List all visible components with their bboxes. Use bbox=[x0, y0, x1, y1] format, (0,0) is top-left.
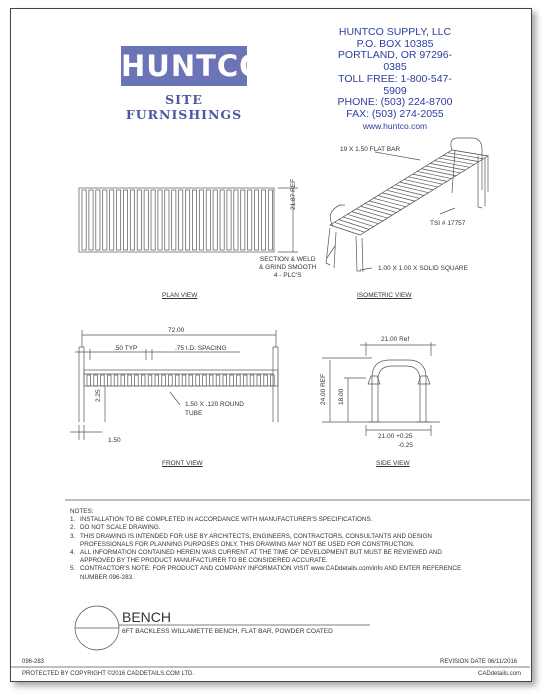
side-view-label: SIDE VIEW bbox=[376, 460, 410, 467]
side-seat-dimension: 18.00 bbox=[338, 388, 345, 405]
plan-slat bbox=[268, 190, 272, 250]
company-po-box: P.O. BOX 10385 bbox=[356, 37, 434, 50]
notes-list bbox=[70, 516, 470, 582]
iso-slat bbox=[334, 222, 364, 232]
iso-slat bbox=[395, 185, 428, 193]
iso-slat bbox=[400, 182, 433, 190]
drawing-description: 6FT BACKLESS WILLAMETTE BENCH, FLAT BAR, POWDER COATED bbox=[122, 628, 333, 635]
overall-length-dimension: 72.00 bbox=[168, 327, 185, 334]
plan-slat bbox=[110, 190, 114, 250]
note-number: 1. bbox=[70, 516, 76, 524]
front-slat bbox=[107, 375, 111, 386]
plan-slat bbox=[248, 190, 252, 250]
iso-slat bbox=[378, 196, 410, 204]
plan-slat bbox=[179, 190, 183, 250]
plan-slat bbox=[192, 190, 196, 250]
front-slat bbox=[121, 375, 125, 386]
plan-slat bbox=[82, 190, 86, 250]
plan-slats bbox=[82, 190, 273, 250]
note-text: ALL INFORMATION CONTAINED HEREIN WAS CURRENT AT THE TIME OF DEVELOPMENT BUT MUST BE REVIEWED AND APPROVED BY THE PRODUCT MANUFACTURER TO BE CONSIDERED ACCURATE. bbox=[80, 549, 442, 565]
note-text: THIS DRAWING IS INTENDED FOR USE BY ARCHITECTS, ENGINEERS, CONTRACTORS, CONSULTANTS AND DESIGN PROFESSIONALS FOR PLANNING PURPOSES ONLY. THIS DRAWING MAY NOT BE USED FOR CONSTRUCTION. bbox=[80, 532, 432, 548]
note-number: 5. bbox=[70, 565, 76, 573]
weld-note-line2: & GRIND SMOOTH bbox=[259, 264, 317, 271]
logo-wordmark: HUNTCO bbox=[121, 49, 265, 83]
weld-note-line3: 4 - PLC'S bbox=[273, 272, 302, 279]
front-slat bbox=[250, 375, 254, 386]
notes-heading: NOTES: bbox=[70, 508, 94, 515]
plan-slat bbox=[96, 190, 100, 250]
iso-slat bbox=[382, 193, 415, 201]
slat-typ-dimension: .50 TYP bbox=[114, 345, 138, 352]
plan-slat bbox=[158, 190, 162, 250]
plan-slat bbox=[151, 190, 155, 250]
iso-slat bbox=[347, 214, 378, 223]
plan-slat bbox=[213, 190, 217, 250]
note-text: INSTALLATION TO BE COMPLETED IN ACCORDANCE WITH MANUFACTURER'S SPECIFICATIONS. bbox=[80, 516, 373, 524]
front-slat bbox=[264, 375, 268, 386]
front-slat bbox=[216, 375, 220, 386]
note-number: 4. bbox=[70, 549, 76, 557]
front-height-dimension: 2.25 bbox=[95, 389, 102, 402]
front-view-bench bbox=[79, 347, 278, 422]
drawing-title: BENCH bbox=[122, 609, 172, 625]
front-slat bbox=[128, 375, 132, 386]
front-slat bbox=[101, 375, 105, 386]
iso-slat bbox=[430, 163, 465, 170]
plan-slat bbox=[172, 190, 176, 250]
front-slat bbox=[271, 375, 275, 386]
caddetails-link[interactable]: CADdetails.com bbox=[478, 671, 522, 677]
plan-slat bbox=[89, 190, 93, 250]
iso-slat bbox=[339, 220, 369, 230]
plan-slat bbox=[220, 190, 224, 250]
plan-slat bbox=[103, 190, 107, 250]
note-item bbox=[70, 524, 470, 532]
iso-slat bbox=[404, 179, 438, 187]
flat-bar-label: 19 X 1.50 FLAT BAR bbox=[340, 146, 401, 153]
front-slat bbox=[230, 375, 234, 386]
front-slat bbox=[94, 375, 98, 386]
iso-slat bbox=[439, 158, 474, 164]
front-slat bbox=[141, 375, 145, 386]
note-text: CONTRACTOR'S NOTE: FOR PRODUCT AND COMPANY INFORMATION VISIT www.CADdetails.com/info AND ENTER REFERENCE NUMBER 096-283. bbox=[80, 565, 462, 581]
plan-ref-dimension: 21.87 REF bbox=[290, 178, 297, 210]
note-number: 2. bbox=[70, 524, 76, 532]
iso-slat bbox=[374, 198, 406, 207]
iso-slat bbox=[443, 155, 479, 161]
isometric-bench bbox=[326, 138, 488, 272]
plan-slat bbox=[137, 190, 141, 250]
front-slat bbox=[87, 375, 91, 386]
plan-slat bbox=[123, 190, 127, 250]
plan-view-label: PLAN VIEW bbox=[162, 292, 198, 299]
company-website[interactable]: www.huntco.com bbox=[362, 120, 428, 131]
plan-slat bbox=[130, 190, 134, 250]
plan-slat bbox=[144, 190, 148, 250]
plan-slat bbox=[186, 190, 190, 250]
plan-slat bbox=[165, 190, 169, 250]
note-text: DO NOT SCALE DRAWING. bbox=[80, 524, 161, 532]
note-item bbox=[70, 549, 470, 565]
iso-slat bbox=[408, 177, 442, 184]
front-slat bbox=[223, 375, 227, 386]
front-slat bbox=[182, 375, 186, 386]
iso-slat bbox=[369, 201, 401, 210]
isometric-view-label: ISOMETRIC VIEW bbox=[357, 292, 412, 299]
plan-slat bbox=[261, 190, 265, 250]
solid-square-label: 1.00 X 1.00 X SOLID SQUARE bbox=[378, 265, 468, 272]
logo-subtitle: SITE FURNISHINGS bbox=[125, 92, 243, 122]
front-view-label: FRONT VIEW bbox=[162, 460, 203, 467]
plan-slat bbox=[227, 190, 231, 250]
revision-date: REVISION DATE 06/11/2016 bbox=[440, 659, 518, 665]
front-slat bbox=[257, 375, 261, 386]
iso-slat bbox=[417, 171, 451, 178]
iso-slat bbox=[413, 174, 447, 181]
iso-slat bbox=[387, 190, 420, 198]
side-view-bench bbox=[368, 360, 430, 422]
slat-spacing-dimension: .75 I.D. SPACING bbox=[175, 345, 227, 352]
round-tube-label bbox=[185, 400, 244, 418]
plan-slat bbox=[241, 190, 245, 250]
company-tollfree: TOLL FREE: 1-800-547-5909 bbox=[338, 72, 452, 97]
side-width-dimension: 21.00 +0.25 bbox=[378, 433, 413, 440]
iso-slat bbox=[352, 212, 383, 221]
note-item bbox=[70, 533, 470, 549]
foot-dimension: 1.50 bbox=[108, 437, 121, 444]
iso-slat bbox=[435, 161, 470, 168]
tsi-label: TSI # 17757 bbox=[430, 220, 466, 227]
company-city: PORTLAND, OR 97296-0385 bbox=[337, 49, 453, 74]
company-phone: PHONE: (503) 224-8700 bbox=[337, 96, 453, 109]
front-slat bbox=[209, 375, 213, 386]
copyright-notice: PROTECTED BY COPYRIGHT ©2016 CADDETAILS.COM LTD. bbox=[22, 671, 195, 677]
plan-slat bbox=[255, 190, 259, 250]
plan-slat bbox=[117, 190, 121, 250]
front-slat bbox=[175, 375, 179, 386]
iso-slat bbox=[422, 169, 457, 176]
company-name: HUNTCO SUPPLY, LLC bbox=[338, 26, 452, 38]
side-height-dimension: 24.00 REF bbox=[320, 373, 327, 405]
iso-slat bbox=[361, 206, 393, 215]
iso-slat bbox=[356, 209, 387, 218]
iso-slat bbox=[343, 217, 374, 227]
side-width-tolerance: -0.25 bbox=[398, 442, 413, 449]
front-slat bbox=[162, 375, 166, 386]
plan-slat bbox=[234, 190, 238, 250]
iso-slat bbox=[365, 204, 397, 213]
front-slat bbox=[189, 375, 193, 386]
plan-slat bbox=[199, 190, 203, 250]
front-slat bbox=[169, 375, 173, 386]
note-number: 3. bbox=[70, 532, 76, 540]
front-slat bbox=[114, 375, 118, 386]
reference-number: 096-283 bbox=[22, 659, 45, 665]
weld-note bbox=[259, 256, 316, 280]
front-slat bbox=[243, 375, 247, 386]
round-tube-line2: TUBE bbox=[185, 410, 203, 417]
front-slat bbox=[203, 375, 207, 386]
side-ref-dimension: 21.00 Ref bbox=[381, 336, 410, 343]
company-fax: FAX: (503) 274-2055 bbox=[346, 107, 444, 120]
round-tube-line1: 1.50 X .120 ROUND bbox=[185, 401, 244, 408]
front-slat bbox=[135, 375, 139, 386]
iso-slat bbox=[426, 166, 461, 173]
weld-note-line1: SECTION & WELD bbox=[259, 256, 316, 263]
front-slat bbox=[155, 375, 159, 386]
front-slat bbox=[148, 375, 152, 386]
note-item bbox=[70, 516, 470, 524]
plan-slat bbox=[206, 190, 210, 250]
note-item bbox=[70, 565, 470, 581]
front-slat bbox=[196, 375, 200, 386]
front-slat bbox=[237, 375, 241, 386]
iso-slat bbox=[391, 188, 424, 196]
notes-block bbox=[70, 508, 470, 582]
